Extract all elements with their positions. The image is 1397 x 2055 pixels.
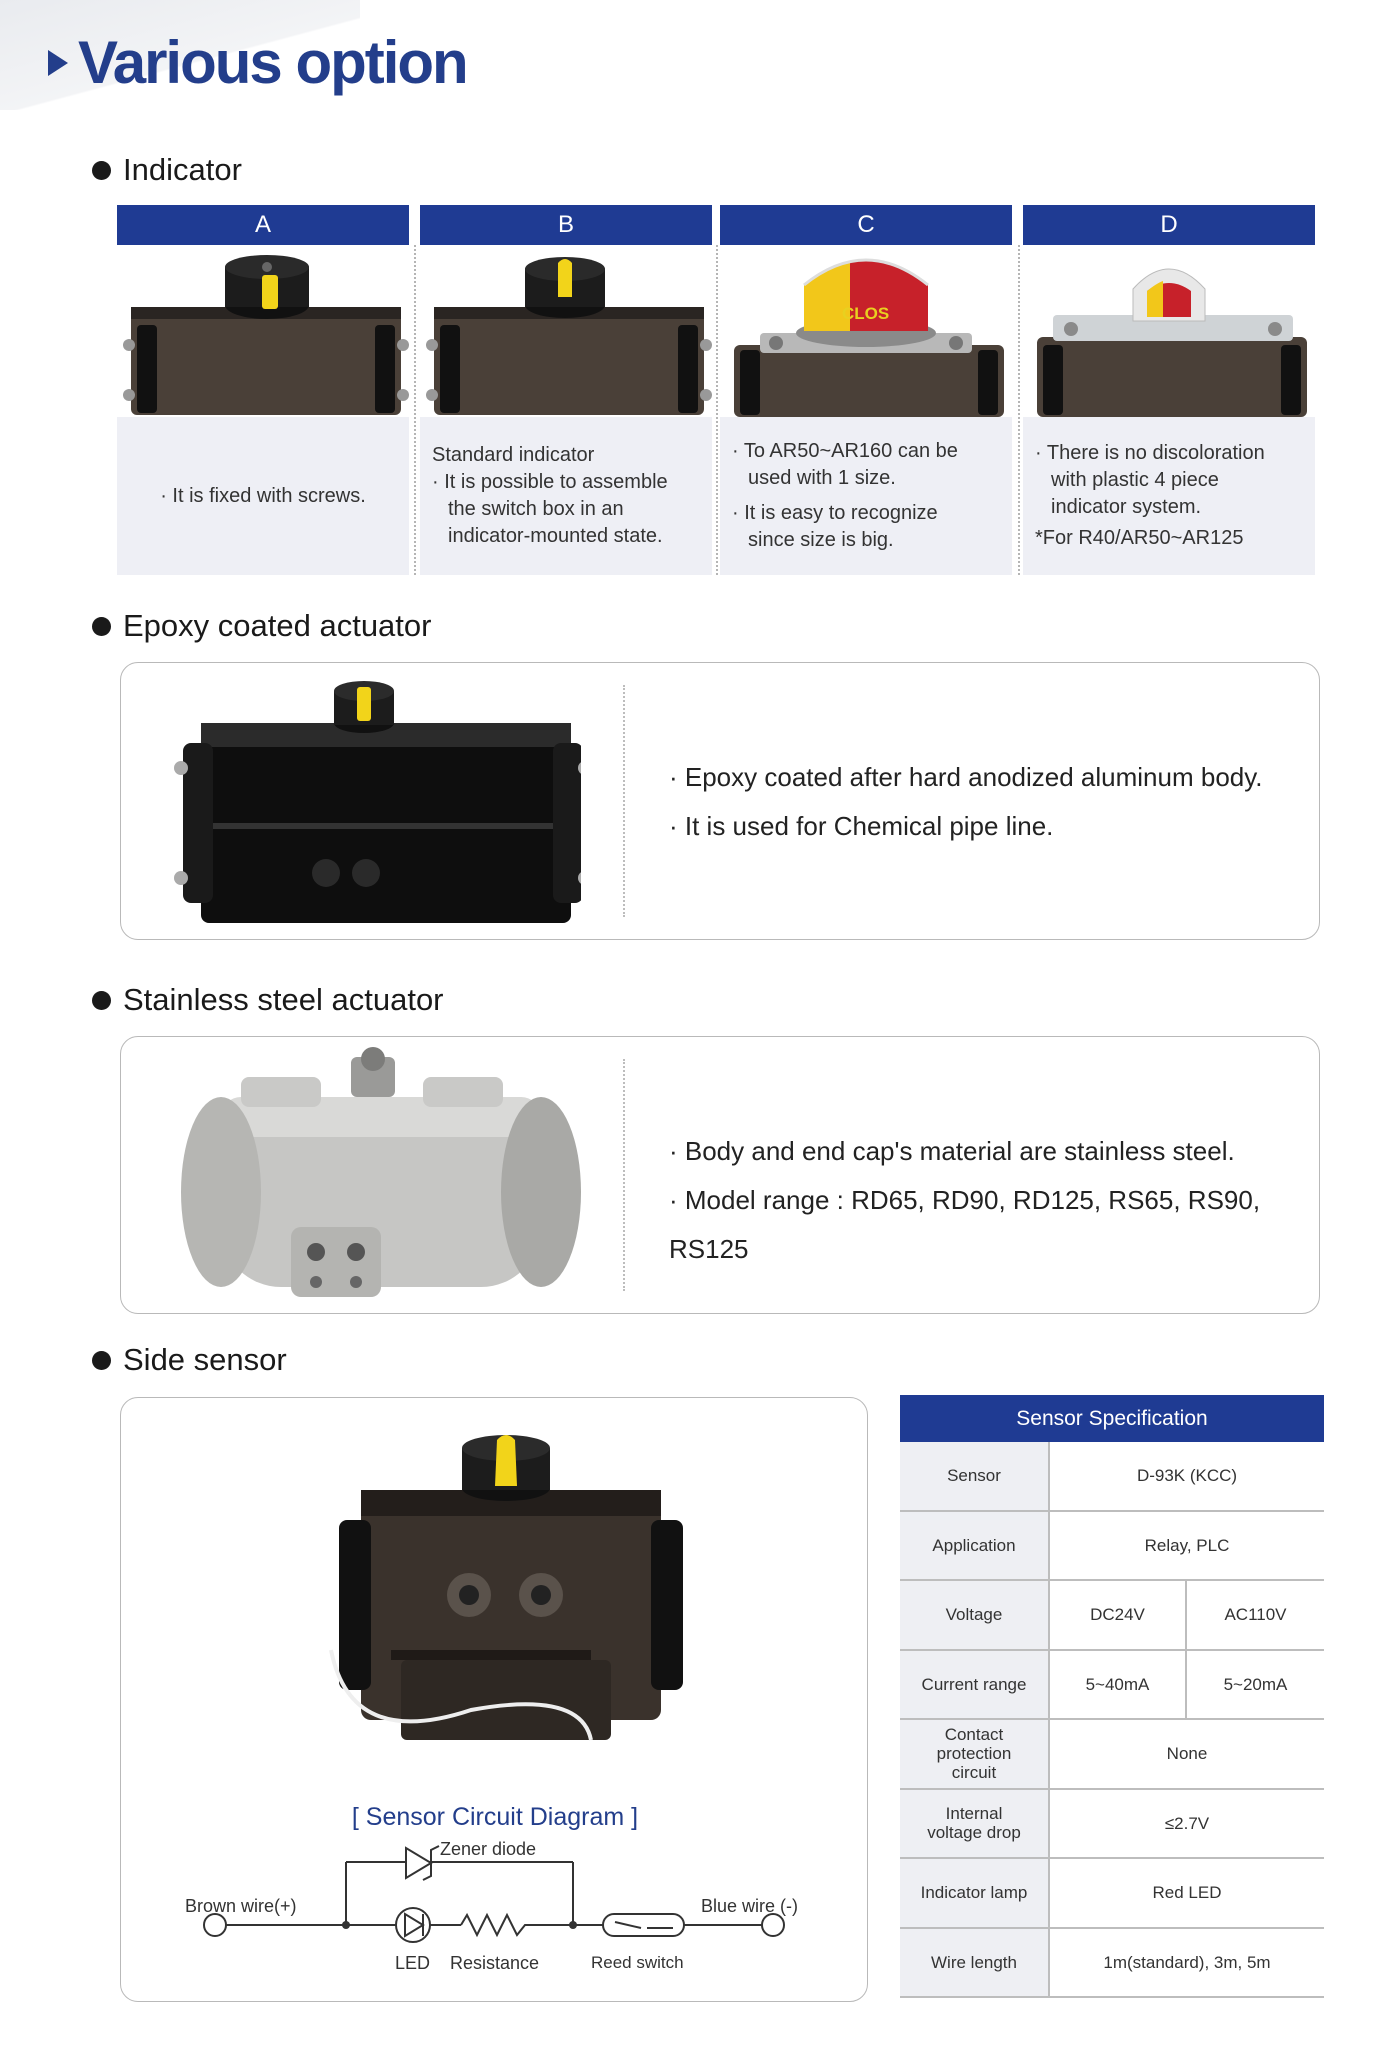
brown-wire-label: Brown wire(+) (185, 1896, 297, 1916)
title-arrow-icon (48, 50, 68, 76)
indicator-a-description: · It is fixed with screws. (117, 417, 409, 575)
reed-switch-label: Reed switch (591, 1953, 684, 1972)
indicator-a-photo (117, 245, 409, 420)
epoxy-actuator-panel (120, 662, 1320, 940)
indicator-option-b (420, 205, 712, 575)
page-title-text: Various option (78, 29, 467, 96)
blue-wire-label: Blue wire (-) (701, 1896, 799, 1916)
resistance-label: Resistance (450, 1953, 540, 1973)
bullet-dot-icon (92, 161, 111, 180)
stainless-description: · Body and end cap's material are stainless steel. · Model range : RD65, RD90, RD125, RS65, RS90, RS125 (669, 1136, 1261, 1264)
divider (623, 685, 625, 917)
table-row: Application Relay, PLC (900, 1512, 1324, 1582)
section-heading-epoxy: Epoxy coated actuator (92, 608, 431, 644)
stainless-actuator-photo (161, 1047, 581, 1305)
section-heading-side-sensor: Side sensor (92, 1342, 287, 1378)
indicator-option-c (720, 205, 1012, 575)
bullet-dot-icon (92, 617, 111, 636)
table-row: Indicator lamp Red LED (900, 1859, 1324, 1929)
bullet-dot-icon (92, 1351, 111, 1370)
divider (623, 1059, 625, 1291)
section-heading-stainless: Stainless steel actuator (92, 982, 444, 1018)
divider (716, 245, 718, 575)
epoxy-actuator-photo (161, 673, 581, 931)
table-row: Wire length 1m(standard), 3m, 5m (900, 1929, 1324, 1999)
table-row: Voltage DC24V AC110V (900, 1581, 1324, 1651)
circuit-diagram-title: [ Sensor Circuit Diagram ] (351, 1803, 639, 1831)
indicator-label: A (117, 205, 409, 245)
bullet-dot-icon (92, 991, 111, 1010)
indicator-option-a (117, 205, 409, 575)
indicator-c-photo (720, 245, 1012, 420)
indicator-label: B (420, 205, 712, 245)
indicator-c-description: · To AR50~AR160 can be used with 1 size. · It is easy to recognize since size is big. (720, 417, 1012, 575)
stainless-actuator-panel (120, 1036, 1320, 1314)
led-label: LED (395, 1953, 431, 1973)
sensor-circuit-diagram (121, 1838, 869, 1998)
sensor-specification-table (900, 1395, 1324, 1998)
indicator-label: D (1023, 205, 1315, 245)
table-row: Current range 5~40mA 5~20mA (900, 1651, 1324, 1721)
epoxy-description: · Epoxy coated after hard anodized aluminum body. · It is used for Chemical pipe line. (669, 762, 1263, 841)
indicator-label: C (720, 205, 1012, 245)
table-row: Contact protection circuit None (900, 1720, 1324, 1790)
indicator-b-photo (420, 245, 712, 420)
side-sensor-actuator-photo (321, 1420, 691, 1760)
table-row: Sensor D-93K (KCC) (900, 1442, 1324, 1512)
side-sensor-panel (120, 1397, 868, 2002)
divider (1018, 245, 1020, 575)
cap-text: CLOS (842, 304, 890, 323)
indicator-d-photo (1023, 245, 1315, 420)
zener-diode-label: Zener diode (440, 1839, 537, 1859)
table-row: Internal voltage drop ≤2.7V (900, 1790, 1324, 1860)
indicator-d-description: · There is no discoloration with plastic 4 piece indicator system. *For R40/AR50~AR125 (1023, 417, 1315, 575)
indicator-b-description: Standard indicator · It is possible to assemble the switch box in an indicator-mounted state. (420, 417, 712, 575)
section-heading-indicator: Indicator (92, 152, 242, 188)
table-header: Sensor Specification (900, 1395, 1324, 1442)
divider (414, 245, 416, 575)
indicator-option-d (1023, 205, 1315, 575)
page-title (48, 28, 467, 97)
